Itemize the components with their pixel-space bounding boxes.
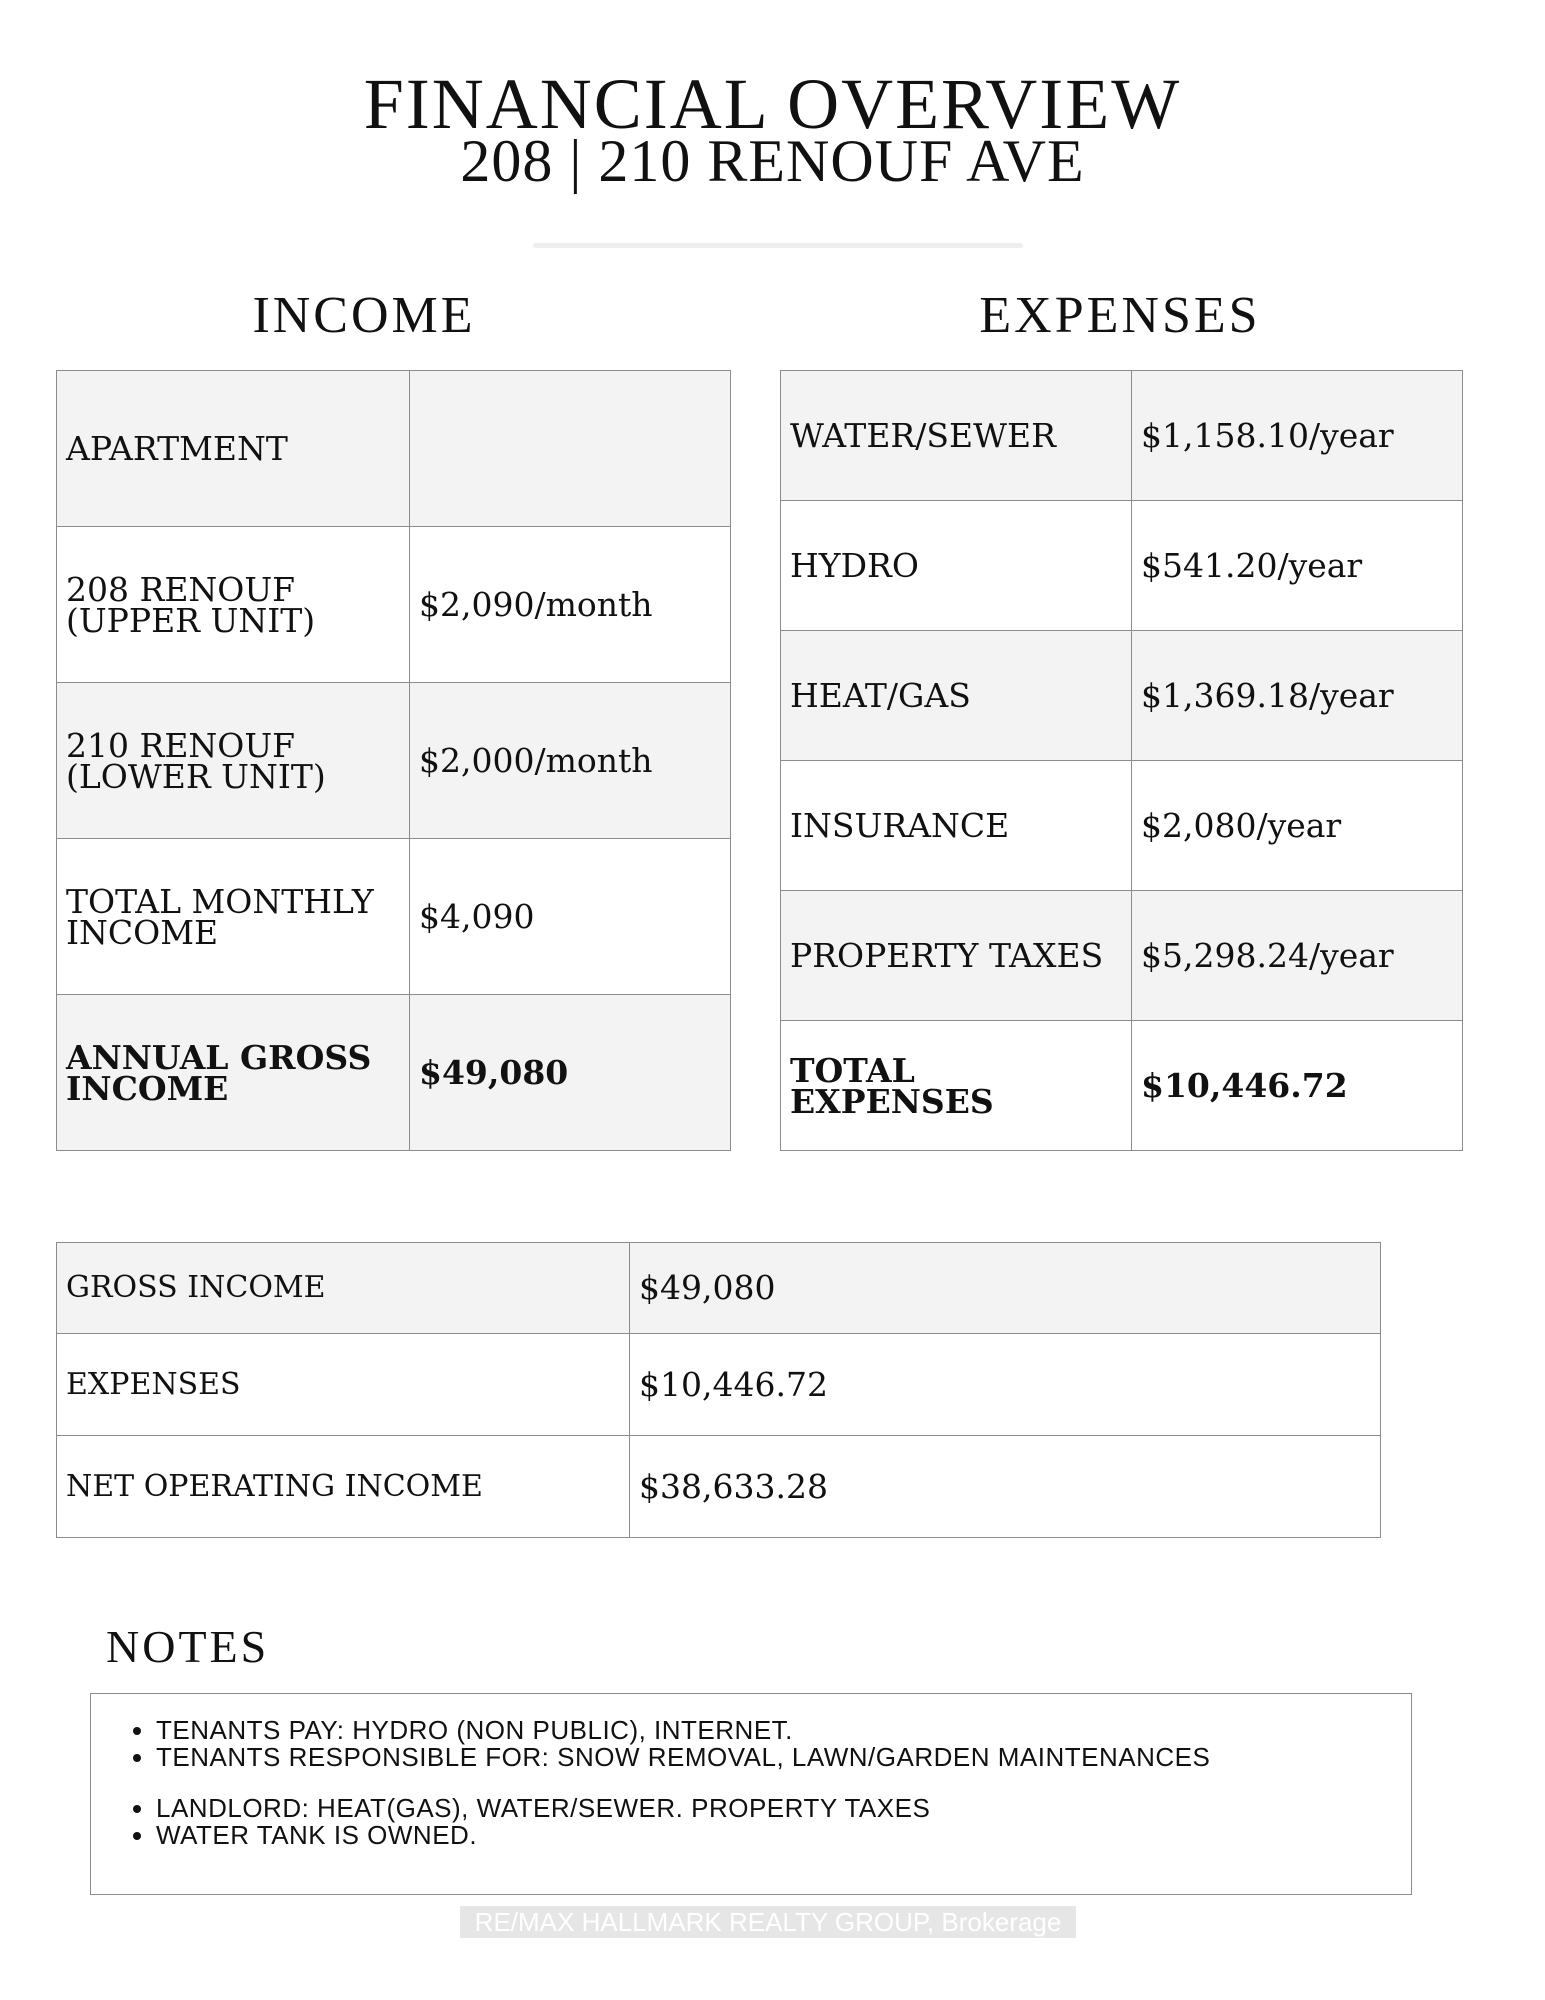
- expense-label: PROPERTY TAXES: [781, 891, 1132, 1021]
- page-title: FINANCIAL OVERVIEW: [363, 64, 1182, 144]
- summary-label: GROSS INCOME: [57, 1243, 630, 1334]
- brokerage-watermark: RE/MAX HALLMARK REALTY GROUP, Brokerage: [460, 1906, 1076, 1938]
- income-label: APARTMENT: [57, 371, 410, 527]
- expense-value: $5,298.24/year: [1132, 891, 1463, 1021]
- income-value: $49,080: [410, 995, 731, 1151]
- list-item: • LANDLORD: HEAT(GAS), WATER/SEWER. PROPERTY TAXES: [156, 1795, 930, 1822]
- table-row: [57, 1334, 1381, 1436]
- expense-label: WATER/SEWER: [781, 371, 1132, 501]
- income-label: 210 RENOUF (LOWER UNIT): [57, 683, 410, 839]
- table-row: [781, 761, 1463, 891]
- table-row: [57, 1436, 1381, 1538]
- income-value: $2,000/month: [410, 683, 731, 839]
- table-row: [57, 371, 731, 527]
- expense-label: INSURANCE: [781, 761, 1132, 891]
- table-row: [781, 501, 1463, 631]
- expense-label: HYDRO: [781, 501, 1132, 631]
- notes-list: [125, 1717, 1210, 1771]
- expenses-table: [780, 370, 1463, 1151]
- summary-value: $49,080: [630, 1243, 1381, 1334]
- income-label: ANNUAL GROSS INCOME: [57, 995, 410, 1151]
- list-item: • TENANTS PAY: HYDRO (NON PUBLIC), INTERNET.: [156, 1717, 1210, 1744]
- income-value: $2,090/month: [410, 527, 731, 683]
- income-heading: INCOME: [252, 287, 476, 344]
- summary-label: EXPENSES: [57, 1334, 630, 1436]
- expense-value: $2,080/year: [1132, 761, 1463, 891]
- expense-value: $1,369.18/year: [1132, 631, 1463, 761]
- income-label: TOTAL MONTHLY INCOME: [57, 839, 410, 995]
- table-row: [57, 839, 731, 995]
- table-row: [781, 631, 1463, 761]
- table-row: [781, 371, 1463, 501]
- income-value: $4,090: [410, 839, 731, 995]
- page-subtitle: 208 | 210 RENOUF AVE: [460, 128, 1085, 194]
- income-value: [410, 371, 731, 527]
- list-item: • TENANTS RESPONSIBLE FOR: SNOW REMOVAL, LAWN/GARDEN MAINTENANCES: [156, 1744, 1210, 1771]
- expense-label: HEAT/GAS: [781, 631, 1132, 761]
- table-row: [57, 683, 731, 839]
- expense-value: $541.20/year: [1132, 501, 1463, 631]
- table-row: [781, 891, 1463, 1021]
- expense-label: TOTAL EXPENSES: [781, 1021, 1132, 1151]
- income-label: 208 RENOUF (UPPER UNIT): [57, 527, 410, 683]
- income-table: [56, 370, 731, 1151]
- expense-value: $1,158.10/year: [1132, 371, 1463, 501]
- summary-label: NET OPERATING INCOME: [57, 1436, 630, 1538]
- summary-value: $38,633.28: [630, 1436, 1381, 1538]
- list-item: • WATER TANK IS OWNED.: [156, 1822, 930, 1849]
- summary-table: [56, 1242, 1381, 1538]
- notes-list: [125, 1795, 930, 1849]
- expenses-heading: EXPENSES: [979, 287, 1261, 344]
- summary-value: $10,446.72: [630, 1334, 1381, 1436]
- table-row: [57, 527, 731, 683]
- expense-value: $10,446.72: [1132, 1021, 1463, 1151]
- table-row: [57, 1243, 1381, 1334]
- notes-heading: NOTES: [106, 1621, 270, 1672]
- title-divider: [533, 243, 1023, 248]
- table-row: [781, 1021, 1463, 1151]
- table-row: [57, 995, 731, 1151]
- notes-box: [90, 1693, 1412, 1895]
